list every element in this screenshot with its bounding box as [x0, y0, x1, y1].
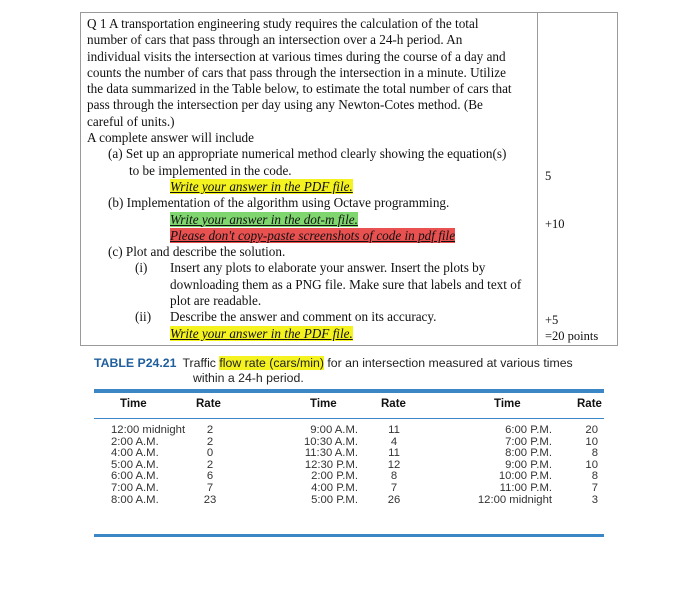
header-rate-3: Rate — [577, 398, 602, 410]
part-b-instruction: Write your answer in the dot-m file. — [170, 211, 358, 227]
table-cell: 7 — [206, 481, 214, 494]
table-cell: 8:00 A.M. — [111, 493, 159, 506]
part-a-text-cont: to be implemented in the code. — [129, 162, 292, 178]
table-cell: 11:00 P.M. — [499, 481, 552, 494]
rate-column-3 — [574, 425, 598, 506]
table-cell: 4 — [390, 435, 398, 448]
table-cell: 6:00 P.M. — [505, 424, 552, 436]
table-cell: 12 — [387, 458, 401, 471]
points-c: +5 — [545, 313, 559, 327]
points-b: +10 — [545, 217, 565, 231]
table-caption — [94, 356, 614, 386]
table-cell: 12:00 midnight — [111, 424, 186, 436]
table-cell: 11 — [388, 447, 400, 460]
part-b-warning: Please don't copy-paste screenshots of code in pdf file — [170, 227, 456, 243]
intro-line: careful of units.) — [87, 113, 175, 129]
table-cell: 10:30 A.M. — [303, 435, 358, 448]
points-total: =20 points — [545, 329, 599, 343]
part-c-ii-number: (ii) — [135, 309, 152, 325]
rate-column-1 — [198, 425, 222, 506]
table-cell: 7 — [390, 481, 398, 494]
part-a-text: (a) Set up an appropriate numerical method clearly showing the equation(s) — [108, 146, 507, 162]
points-a: 5 — [545, 169, 552, 183]
question-text — [87, 16, 535, 342]
intro-line: the data summarized in the Table below, to estimate the total number of cars that — [87, 81, 512, 97]
table-cell: 5:00 P.M. — [311, 493, 358, 506]
table-cell: 4:00 A.M. — [111, 447, 159, 460]
table-cell: 8 — [390, 470, 398, 483]
intro-line: counts the number of cars that pass through the intersection in a minute. Utilize — [87, 64, 506, 80]
caption-line-2: within a 24-h period. — [193, 371, 304, 385]
table-cell: 11 — [388, 424, 400, 436]
part-c-i-text: Insert any plots to elaborate your answer. Insert the plots by downloading them as a PNG file. Make sure that labels and text of plot are readable. — [170, 260, 522, 309]
table-cell: 2 — [206, 458, 214, 471]
time-column-2 — [282, 425, 358, 506]
table-cell: 26 — [387, 493, 401, 506]
table-cell: 8 — [591, 447, 598, 460]
rate-column-2 — [380, 425, 408, 506]
table-cell: 2:00 A.M. — [111, 435, 159, 448]
table-cell: 10:00 P.M. — [498, 470, 552, 483]
time-column-1 — [111, 425, 185, 506]
header-time-3: Time — [494, 398, 521, 410]
table-cell: 9:00 P.M. — [505, 458, 552, 471]
table-cell: 2:00 P.M. — [311, 470, 358, 483]
intro-line: Q 1 A transportation engineering study requires the calculation of the total — [87, 16, 479, 31]
table-label: TABLE P24.21 — [94, 356, 177, 370]
table-cell: 6 — [206, 470, 214, 483]
table-cell: 7:00 P.M. — [505, 435, 552, 448]
header-rate-2: Rate — [381, 398, 406, 410]
table-cell: 23 — [203, 493, 217, 506]
caption-text: Traffic — [182, 356, 220, 370]
intro-line: individual visits the intersection at various times during the course of a day and — [87, 48, 506, 64]
part-c-ii — [87, 309, 535, 342]
part-c-text: (c) Plot and describe the solution. — [108, 244, 286, 260]
table-cell: 12:00 midnight — [477, 493, 552, 506]
intro-line: number of cars that pass through an intersection over a 24-h period. An — [87, 32, 463, 48]
question-box — [80, 12, 618, 346]
table-cell: 3 — [591, 493, 598, 506]
caption-highlight: flow rate (cars/min) — [219, 356, 324, 370]
header-time-1: Time — [120, 398, 147, 410]
table-cell: 10 — [585, 435, 598, 448]
table-cell: 2 — [206, 424, 214, 436]
caption-text-after: for an intersection measured at various times — [323, 356, 573, 370]
table-cell: 0 — [206, 447, 214, 460]
table-cell: 12:30 P.M. — [304, 458, 358, 471]
time-column-3 — [462, 425, 552, 506]
table-cell: 6:00 A.M. — [111, 470, 159, 483]
table-cell: 5:00 A.M. — [111, 458, 159, 471]
table-cell: 11:30 A.M. — [304, 447, 358, 460]
table-cell: 8:00 P.M. — [505, 447, 552, 460]
table-cell: 9:00 A.M. — [310, 424, 358, 436]
table-cell: 2 — [206, 435, 214, 448]
table-cell: 8 — [591, 470, 598, 483]
table-cell: 10 — [585, 458, 598, 471]
table-cell: 7 — [591, 481, 598, 494]
table-cell: 20 — [585, 424, 598, 436]
part-c-ii-instruction: Write your answer in the PDF file. — [170, 325, 353, 341]
table-header-rule — [94, 418, 604, 419]
intro-line: pass through the intersection per day using any Newton-Cotes method. (Be — [87, 97, 483, 113]
part-a-instruction: Write your answer in the PDF file. — [170, 178, 353, 194]
part-b-text: (b) Implementation of the algorithm using Octave programming. — [108, 195, 450, 211]
header-rate-1: Rate — [196, 398, 221, 410]
table-top-rule — [94, 389, 604, 393]
table-bottom-rule — [94, 534, 604, 537]
part-c-i — [87, 260, 535, 309]
table-cell: 7:00 A.M. — [111, 481, 159, 494]
part-c-i-number: (i) — [135, 260, 148, 276]
part-c-ii-text: Describe the answer and comment on its accuracy. — [170, 309, 437, 325]
points-column-divider — [537, 13, 538, 345]
header-time-2: Time — [310, 398, 337, 410]
table-cell: 4:00 P.M. — [311, 481, 358, 494]
complete-answer-heading: A complete answer will include — [87, 130, 254, 146]
